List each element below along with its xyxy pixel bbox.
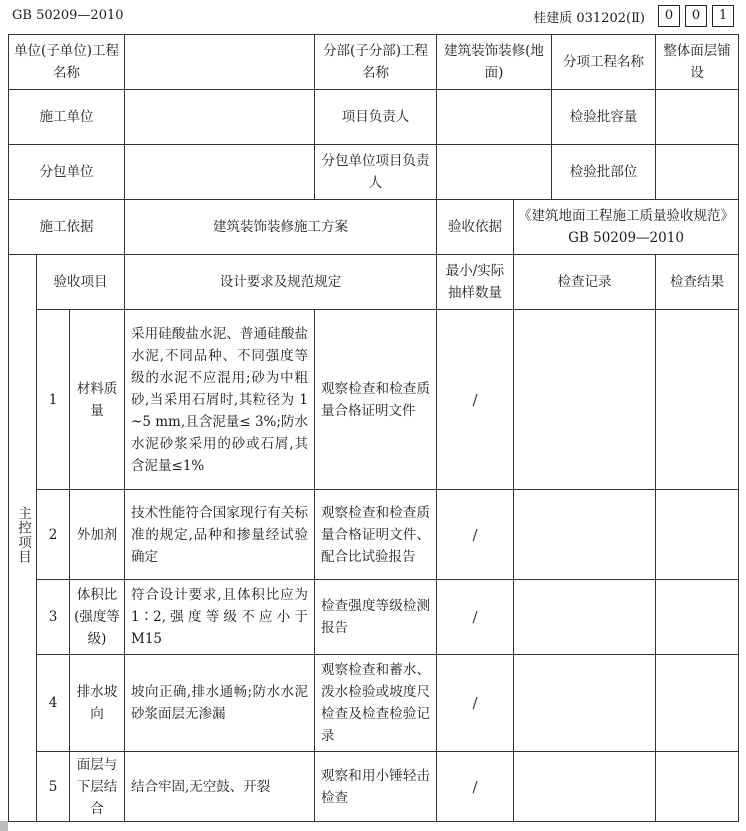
row-item-name: 材料质量 [70, 310, 125, 490]
row-requirement: 符合设计要求,且体积比应为 1∶2,强度等级不应小于 M15 [125, 580, 315, 655]
row-record[interactable] [514, 310, 656, 490]
form-code-label: 桂建质 031202(Ⅱ) [533, 10, 645, 26]
row-number: 1 [37, 310, 70, 490]
row-requirement: 坡向正确,排水通畅;防水水泥砂浆面层无渗漏 [125, 655, 315, 752]
row-number: 2 [37, 490, 70, 580]
pm-value[interactable] [437, 90, 552, 145]
row-sample[interactable]: / [437, 580, 514, 655]
row-result[interactable] [656, 580, 739, 655]
contractor-label: 施工单位 [9, 90, 125, 145]
table-row [9, 580, 739, 655]
row-number: 5 [37, 752, 70, 822]
basis-label: 施工依据 [9, 200, 125, 255]
contractor-value[interactable] [125, 90, 315, 145]
row-requirement: 结合牢固,无空鼓、开裂 [125, 752, 315, 822]
row-number: 4 [37, 655, 70, 752]
row-method: 观察和用小锤轻击检查 [315, 752, 437, 822]
unit-label: 单位(子单位)工程名称 [9, 35, 125, 90]
subcontractor-label: 分包单位 [9, 145, 125, 200]
row-sample[interactable]: / [437, 752, 514, 822]
subcontractor-value[interactable] [125, 145, 315, 200]
pm-label: 项目负责人 [315, 90, 437, 145]
main-control-group-label [9, 255, 37, 822]
col-record: 检查记录 [514, 255, 656, 310]
row-item-name: 排水坡向 [70, 655, 125, 752]
info-row-2 [9, 90, 739, 145]
basis-value: 建筑装饰装修施工方案 [125, 200, 437, 255]
form-code-box: 1 [712, 5, 734, 27]
row-sample[interactable]: / [437, 310, 514, 490]
row-record[interactable] [514, 580, 656, 655]
table-row [9, 490, 739, 580]
acceptance-basis-label: 验收依据 [437, 200, 514, 255]
row-requirement: 技术性能符合国家现行有关标准的规定,品种和掺量经试验确定 [125, 490, 315, 580]
table-row [9, 310, 739, 490]
sub-pm-label: 分包单位项目负责人 [315, 145, 437, 200]
col-sample: 最小/实际抽样数量 [437, 255, 514, 310]
info-row-1 [9, 35, 739, 90]
form-code-box: 0 [685, 5, 707, 27]
column-header-row [9, 255, 739, 310]
col-result: 检查结果 [656, 255, 739, 310]
page-edge-fragment [0, 821, 8, 831]
row-record[interactable] [514, 655, 656, 752]
table-row [9, 752, 739, 822]
row-item-name: 外加剂 [70, 490, 125, 580]
lot-capacity-value[interactable] [656, 90, 739, 145]
row-sample[interactable]: / [437, 490, 514, 580]
row-item-name: 面层与下层结合 [70, 752, 125, 822]
table-row [9, 655, 739, 752]
lot-location-value[interactable] [656, 145, 739, 200]
row-method: 观察检查和检查质量合格证明文件、配合比试验报告 [315, 490, 437, 580]
row-item-name: 体积比(强度等级) [70, 580, 125, 655]
inspection-table [8, 34, 739, 822]
row-result[interactable] [656, 490, 739, 580]
form-header [0, 0, 746, 34]
row-method: 观察检查和检查质量合格证明文件 [315, 310, 437, 490]
sub-pm-value[interactable] [437, 145, 552, 200]
form-code-box: 0 [658, 5, 680, 27]
lot-capacity-label: 检验批容量 [552, 90, 656, 145]
row-result[interactable] [656, 752, 739, 822]
col-item: 验收项目 [37, 255, 125, 310]
item-label: 分项工程名称 [552, 35, 656, 90]
row-result[interactable] [656, 655, 739, 752]
row-method: 观察检查和蓄水、泼水检验或坡度尺检查及检查检验记录 [315, 655, 437, 752]
col-requirement: 设计要求及规范规定 [125, 255, 437, 310]
division-value[interactable]: 建筑装饰装修(地面) [437, 35, 552, 90]
row-record[interactable] [514, 752, 656, 822]
unit-value[interactable] [125, 35, 315, 90]
info-row-4 [9, 200, 739, 255]
lot-location-label: 检验批部位 [552, 145, 656, 200]
item-value[interactable]: 整体面层铺设 [656, 35, 739, 90]
info-row-3 [9, 145, 739, 200]
standard-number: GB 50209—2010 [12, 8, 124, 23]
form-code [533, 5, 734, 27]
division-label: 分部(子分部)工程名称 [315, 35, 437, 90]
row-record[interactable] [514, 490, 656, 580]
row-sample[interactable]: / [437, 655, 514, 752]
row-requirement: 采用硅酸盐水泥、普通硅酸盐水泥,不同品种、不同强度等级的水泥不应混用;砂为中粗砂,当采用石屑时,其粒径为 1 ~5 mm,且含泥量≤ 3%;防水水泥砂浆采用的砂或石屑,其含泥量≤1% [125, 310, 315, 490]
row-method: 检查强度等级检测报告 [315, 580, 437, 655]
row-number: 3 [37, 580, 70, 655]
main-control-group-text: 主控项目 [15, 505, 31, 564]
acceptance-basis-value: 《建筑地面工程施工质量验收规范》GB 50209—2010 [514, 200, 739, 255]
row-result[interactable] [656, 310, 739, 490]
